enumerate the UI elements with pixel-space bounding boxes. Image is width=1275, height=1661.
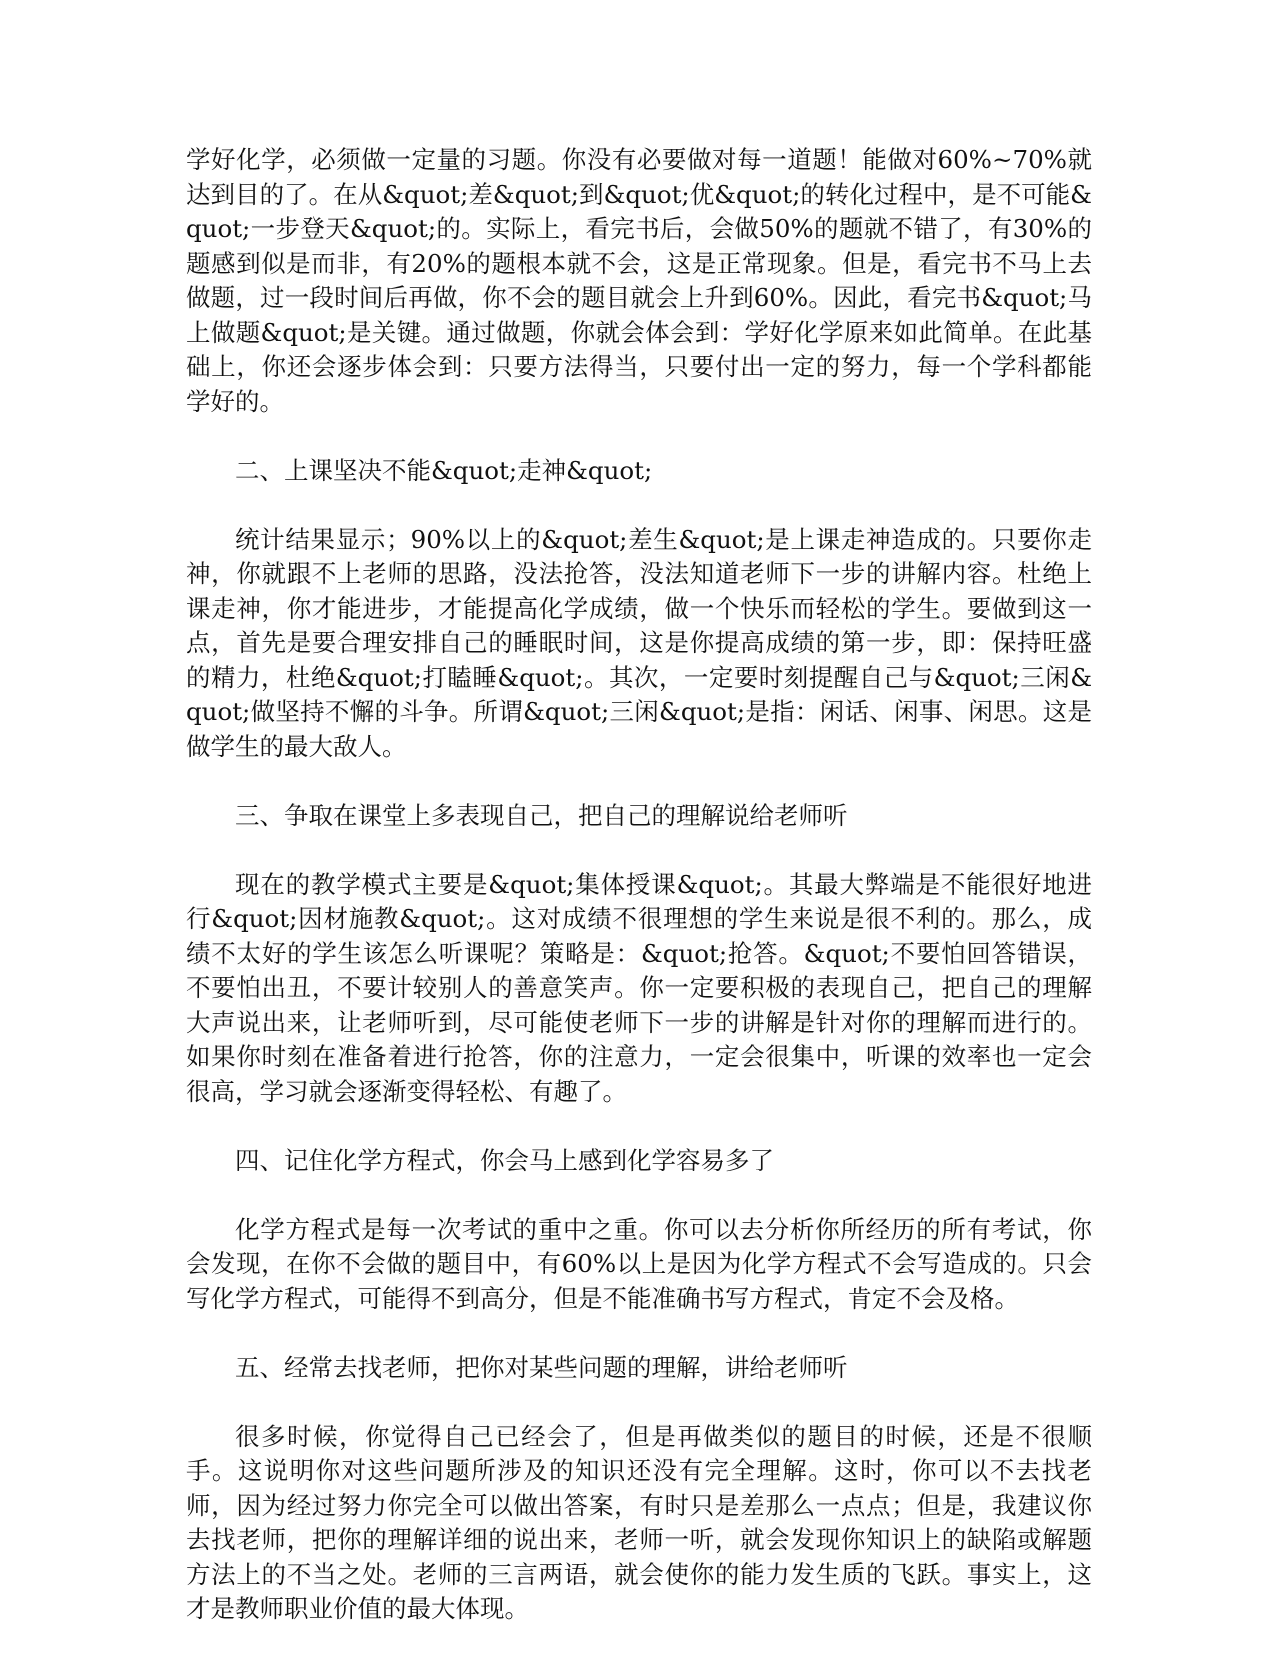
section-heading-4: 四、记住化学方程式，你会马上感到化学容易多了 <box>235 1145 774 1175</box>
paragraph-intro: 学好化学，必须做一定量的习题。你没有必要做对每一道题！能做对60%~70%就达到目的了。在从&quot;差&quot;到&quot;优&quot;的转化过程中，是不可能&quot;一步登天&quot;的。实际上，看完书后，会做50%的题就不错了，有30%的题感到似是而非，有20%的题根本就不会，这是正常现象。但是，看完书不马上去做题，过一段时间后再做，你不会的题目就会上升到60%。因此，看完书&quot;马上做题&quot;是关键。通过做题，你就会体会到：学好化学原来如此简单。在此基础上，你还会逐步体会到：只要方法得当，只要付出一定的努力，每一个学科都能学好的。 <box>186 145 1092 416</box>
section-heading-5: 五、经常去找老师，把你对某些问题的理解，讲给老师听 <box>235 1352 848 1382</box>
paragraph-section-2: 统计结果显示；90%以上的&quot;差生&quot;是上课走神造成的。只要你走神，你就跟不上老师的思路，没法抢答，没法知道老师下一步的讲解内容。杜绝上课走神，你才能进步，才能提高化学成绩，做一个快乐而轻松的学生。要做到这一点，首先是要合理安排自己的睡眠时间，这是你提高成绩的第一步，即：保持旺盛的精力，杜绝&quot;打瞌睡&quot;。其次，一定要时刻提醒自己与&quot;三闲&quot;做坚持不懈的斗争。所谓&quot;三闲&quot;是指：闲话、闲事、闲思。这是做学生的最大敌人。 <box>186 524 1092 761</box>
section-heading-3: 三、争取在课堂上多表现自己，把自己的理解说给老师听 <box>235 800 848 830</box>
section-heading-2: 二、上课坚决不能&quot;走神&quot; <box>235 455 653 485</box>
paragraph-section-4: 化学方程式是每一次考试的重中之重。你可以去分析你所经历的所有考试，你会发现，在你不会做的题目中，有60%以上是因为化学方程式不会写造成的。只会写化学方程式，可能得不到高分，但是不能准确书写方程式，肯定不会及格。 <box>186 1214 1092 1313</box>
paragraph-section-5: 很多时候，你觉得自己已经会了，但是再做类似的题目的时候，还是不很顺手。这说明你对这些问题所涉及的知识还没有完全理解。这时，你可以不去找老师，因为经过努力你完全可以做出答案，有时只是差那么一点点；但是，我建议你去找老师，把你的理解详细的说出来，老师一听，就会发现你知识上的缺陷或解题方法上的不当之处。老师的三言两语，就会使你的能力发生质的飞跃。事实上，这才是教师职业价值的最大体现。 <box>186 1421 1092 1623</box>
paragraph-section-3: 现在的教学模式主要是&quot;集体授课&quot;。其最大弊端是不能很好地进行&quot;因材施教&quot;。这对成绩不很理想的学生来说是很不利的。那么，成绩不太好的学生该怎么听课呢？策略是：&quot;抢答。&quot;不要怕回答错误，不要怕出丑，不要计较别人的善意笑声。你一定要积极的表现自己，把自己的理解大声说出来，让老师听到，尽可能使老师下一步的讲解是针对你的理解而进行的。如果你时刻在准备着进行抢答，你的注意力，一定会很集中，听课的效率也一定会很高，学习就会逐渐变得轻松、有趣了。 <box>186 869 1092 1106</box>
document-page <box>186 143 1092 1661</box>
